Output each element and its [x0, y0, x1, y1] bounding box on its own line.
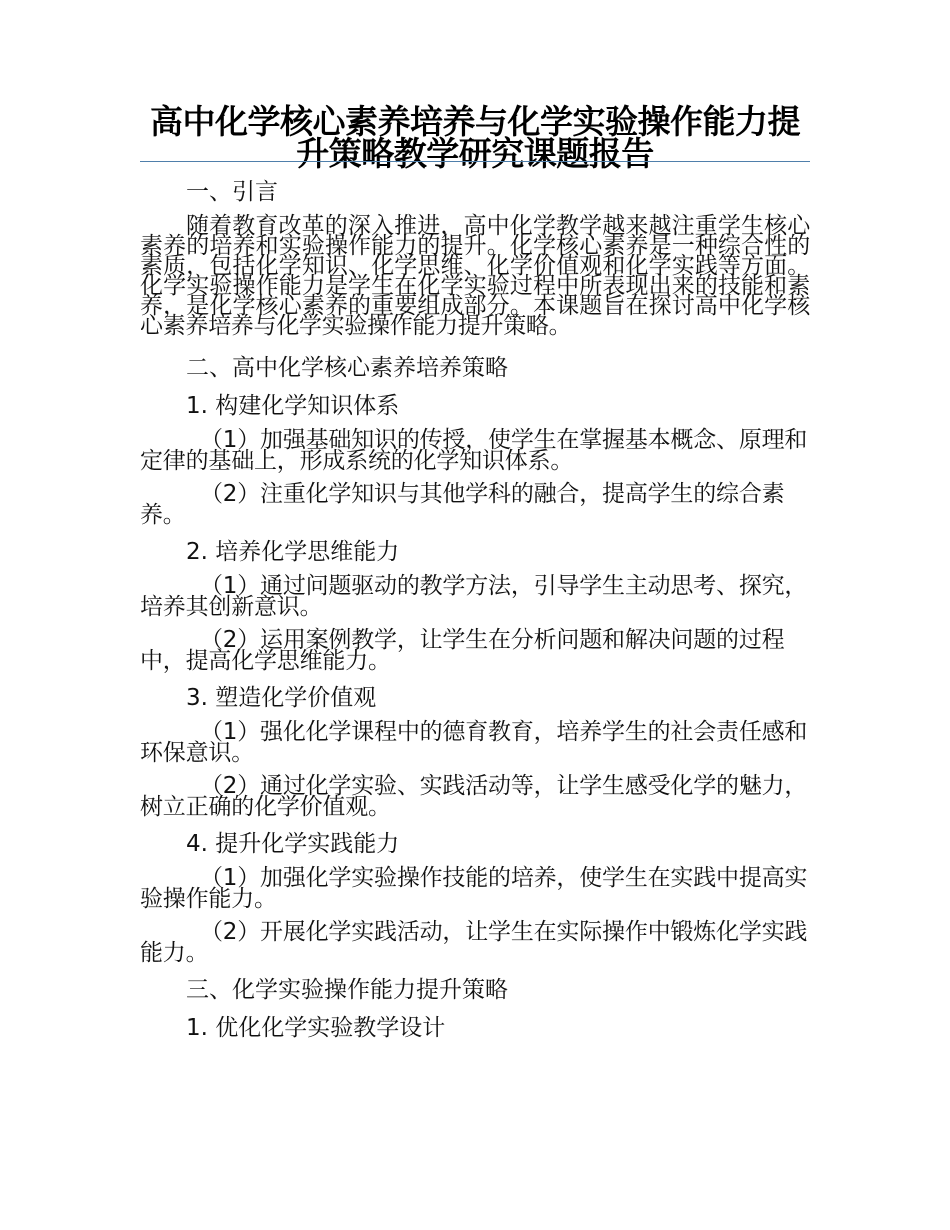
list-item: （2）运用案例教学，让学生在分析问题和解决问题的过程中，提高化学思维能力。: [140, 627, 785, 674]
title-underline: [140, 161, 810, 162]
document-body: [140, 178, 810, 1052]
subsection-heading-thinking: 2. 培养化学思维能力: [186, 539, 400, 565]
subsection-heading-design: 1. 优化化学实验教学设计: [186, 1015, 446, 1041]
list-item: （1）加强化学实验操作技能的培养，使学生在实践中提高实验操作能力。: [140, 865, 808, 912]
list-item: （2）注重化学知识与其他学科的融合，提高学生的综合素养。: [140, 481, 785, 528]
section-heading-cultivation: 二、高中化学核心素养培养策略: [186, 355, 508, 381]
subsection-heading-practice: 4. 提升化学实践能力: [186, 831, 400, 857]
section-heading-intro: 一、引言: [186, 179, 278, 205]
section-heading-experiment: 三、化学实验操作能力提升策略: [186, 977, 508, 1003]
list-item: （1）加强基础知识的传授，使学生在掌握基本概念、原理和定律的基础上，形成系统的化学知识体系。: [140, 427, 808, 474]
subsection-heading-values: 3. 塑造化学价值观: [186, 685, 377, 711]
subsection-heading-knowledge: 1. 构建化学知识体系: [186, 393, 400, 419]
document-title: 高中化学核心素养培养与化学实验操作能力提升策略教学研究课题报告: [150, 102, 800, 173]
list-item: （1）通过问题驱动的教学方法，引导学生主动思考、探究，培养其创新意识。: [140, 573, 808, 620]
intro-paragraph: 随着教育改革的深入推进，高中化学教学越来越注重学生核心素养的培养和实验操作能力的提升。化学核心素养是一种综合性的素质，包括化学知识、化学思维、化学价值观和化学实践等方面。化学实验操作能力是学生在化学实验过程中所表现出来的技能和素养，是化学核心素养的重要组成部分。本课题旨在探讨高中化学核心素养培养与化学实验操作能力提升策略。: [140, 213, 810, 339]
list-item: （2）开展化学实践活动，让学生在实际操作中锻炼化学实践能力。: [140, 919, 808, 966]
list-item: （1）强化化学课程中的德育教育，培养学生的社会责任感和环保意识。: [140, 719, 808, 766]
list-item: （2）通过化学实验、实践活动等，让学生感受化学的魅力，树立正确的化学价值观。: [140, 773, 808, 820]
